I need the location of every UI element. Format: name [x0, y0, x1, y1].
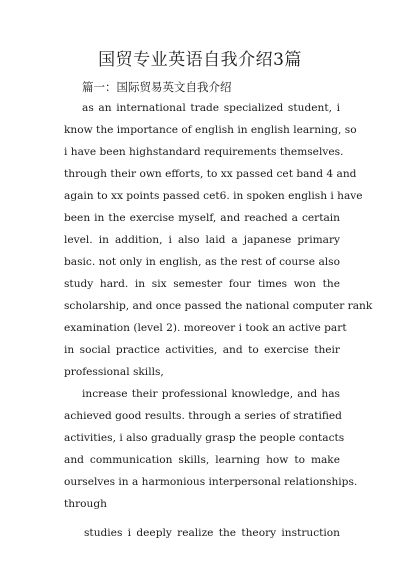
body-line: as an international trade specialized student, i [82, 102, 340, 114]
body-line: and communication skills, learning how to make [64, 454, 340, 466]
body-line: through [64, 498, 107, 510]
body-line: activities, i also gradually grasp the people contacts [64, 432, 345, 444]
body-line: studies i deeply realize the theory instruction [84, 527, 340, 539]
body-line: examination (level 2). moreover i took an active part [64, 322, 347, 334]
body-line: i have been highstandard requirements themselves. [64, 146, 344, 158]
body-line: through their own efforts, to xx passed cet band 4 and [64, 168, 357, 180]
body-line: achieved good results. through a series of stratified [64, 410, 342, 422]
document-title: 国贸专业英语自我介绍3篇 [98, 50, 302, 70]
body-line: scholarship, and once passed the national computer rank [64, 300, 373, 312]
body-line: professional skills, [64, 366, 164, 378]
body-line: know the importance of english in english learning, so [64, 124, 357, 136]
body-line: basic. not only in english, as the rest of course also [64, 256, 340, 268]
body-line: study hard. in six semester four times won the [64, 278, 340, 290]
body-line: increase their professional knowledge, and has [82, 388, 340, 400]
body-line: in social practice activities, and to exercise their [64, 344, 340, 356]
body-line: ourselves in a harmonious interpersonal relationships. [64, 476, 358, 488]
body-line: level. in addition, i also laid a japanese primary [64, 234, 340, 246]
body-line: been in the exercise myself, and reached a certain [64, 212, 340, 224]
body-line: again to xx points passed cet6. in spoken english i have [64, 190, 363, 202]
section-heading: 篇一：国际贸易英文自我介绍 [82, 80, 232, 94]
